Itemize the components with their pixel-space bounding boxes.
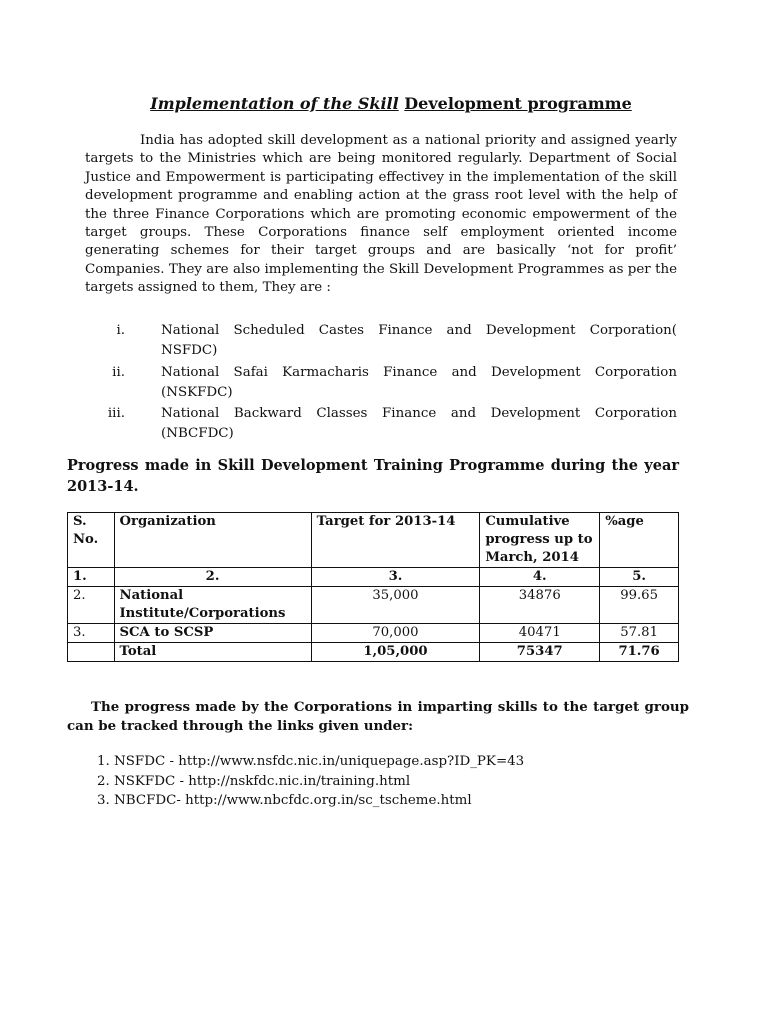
corporation-item <box>85 363 677 403</box>
link-item-nskfdc <box>97 772 524 792</box>
corporation-item <box>85 321 677 361</box>
progress-heading: Progress made in Skill Development Training Programme during the year 2013-14. <box>67 457 679 495</box>
column-number-row <box>68 568 679 587</box>
column-number: 3. <box>311 568 480 587</box>
cell-total-target: 1,05,000 <box>311 643 480 662</box>
corporation-item <box>85 404 677 444</box>
link-label: 3. NBCFDC- <box>97 793 186 808</box>
title-italic-part: Implementation of the Skill <box>150 94 399 113</box>
title-rest-part: Development programme <box>404 94 632 113</box>
cell-sno-empty <box>68 643 115 662</box>
link-item-nbcfdc <box>97 791 524 811</box>
progress-table <box>67 512 679 662</box>
cell-percent: 99.65 <box>600 587 679 624</box>
document-title <box>0 94 768 114</box>
header-target: Target for 2013-14 <box>311 513 480 568</box>
link-nsfdc[interactable]: http://www.nsfdc.nic.in/uniquepage.asp?ID_PK=43 <box>178 754 525 769</box>
table-row <box>68 587 679 624</box>
links-list <box>97 752 524 811</box>
corporation-name: National Safai Karmacharis Finance and Development Corporation (NSKFDC) <box>161 364 677 400</box>
column-number: 4. <box>480 568 600 587</box>
column-number: 1. <box>68 568 115 587</box>
tracking-text: The progress made by the Corporations in imparting skills to the target group can be tracked through the links given under: <box>67 699 689 734</box>
link-label: 1. NSFDC - <box>97 754 179 769</box>
cell-organization: National Institute/Corporations <box>114 587 311 624</box>
intro-text: India has adopted skill development as a national priority and assigned yearly targets to the Ministries which are being monitored regularly. Department of Social Justice and Empowerment is participating effectivey in the implementation of the skill development programme and enabling action at the grass root level with the help of the three Finance Corporations which are promoting economic empowerment of the target groups. These Corporations finance self employment oriented income generating schemes for their target groups and are basically ‘not for profit’ Companies. They are also implementing the Skill Development Programmes as per the targets assigned to them, They are : <box>85 133 677 296</box>
cell-percent: 57.81 <box>600 624 679 643</box>
intro-paragraph <box>85 132 677 298</box>
cell-total-progress: 75347 <box>480 643 600 662</box>
link-label: 2. NSKFDC - <box>97 773 189 789</box>
link-item-nsfdc <box>97 752 524 772</box>
cell-total-percent: 71.76 <box>600 643 679 662</box>
cell-organization: SCA to SCSP <box>114 624 311 643</box>
cell-sno: 3. <box>68 624 115 643</box>
header-cumulative-progress: Cumulative progress up to March, 2014 <box>480 513 600 568</box>
table-row <box>68 624 679 643</box>
header-sno: S. No. <box>68 513 115 568</box>
header-organization: Organization <box>114 513 311 568</box>
corporation-name: National Backward Classes Finance and Development Corporation (NBCFDC) <box>161 406 677 442</box>
header-percentage: %age <box>600 513 679 568</box>
table-header-row <box>68 513 679 568</box>
column-number: 2. <box>114 568 311 587</box>
table-total-row <box>68 643 679 662</box>
link-nskfdc[interactable]: http://nskfdc.nic.in/training.html <box>188 773 411 789</box>
column-number: 5. <box>600 568 679 587</box>
corporation-number: i. <box>116 323 125 338</box>
cell-progress: 34876 <box>480 587 600 624</box>
cell-sno: 2. <box>68 587 115 624</box>
corporation-list <box>85 321 677 446</box>
corporation-number: iii. <box>107 406 125 422</box>
tracking-paragraph <box>67 698 689 736</box>
cell-target: 35,000 <box>311 587 480 624</box>
corporation-name: National Scheduled Castes Finance and Development Corporation( NSFDC) <box>161 323 677 358</box>
cell-total-label: Total <box>114 643 311 662</box>
cell-progress: 40471 <box>480 624 600 643</box>
corporation-number: ii. <box>112 364 125 380</box>
link-nbcfdc[interactable]: http://www.nbcfdc.org.in/sc_tscheme.html <box>185 793 472 808</box>
cell-target: 70,000 <box>311 624 480 643</box>
